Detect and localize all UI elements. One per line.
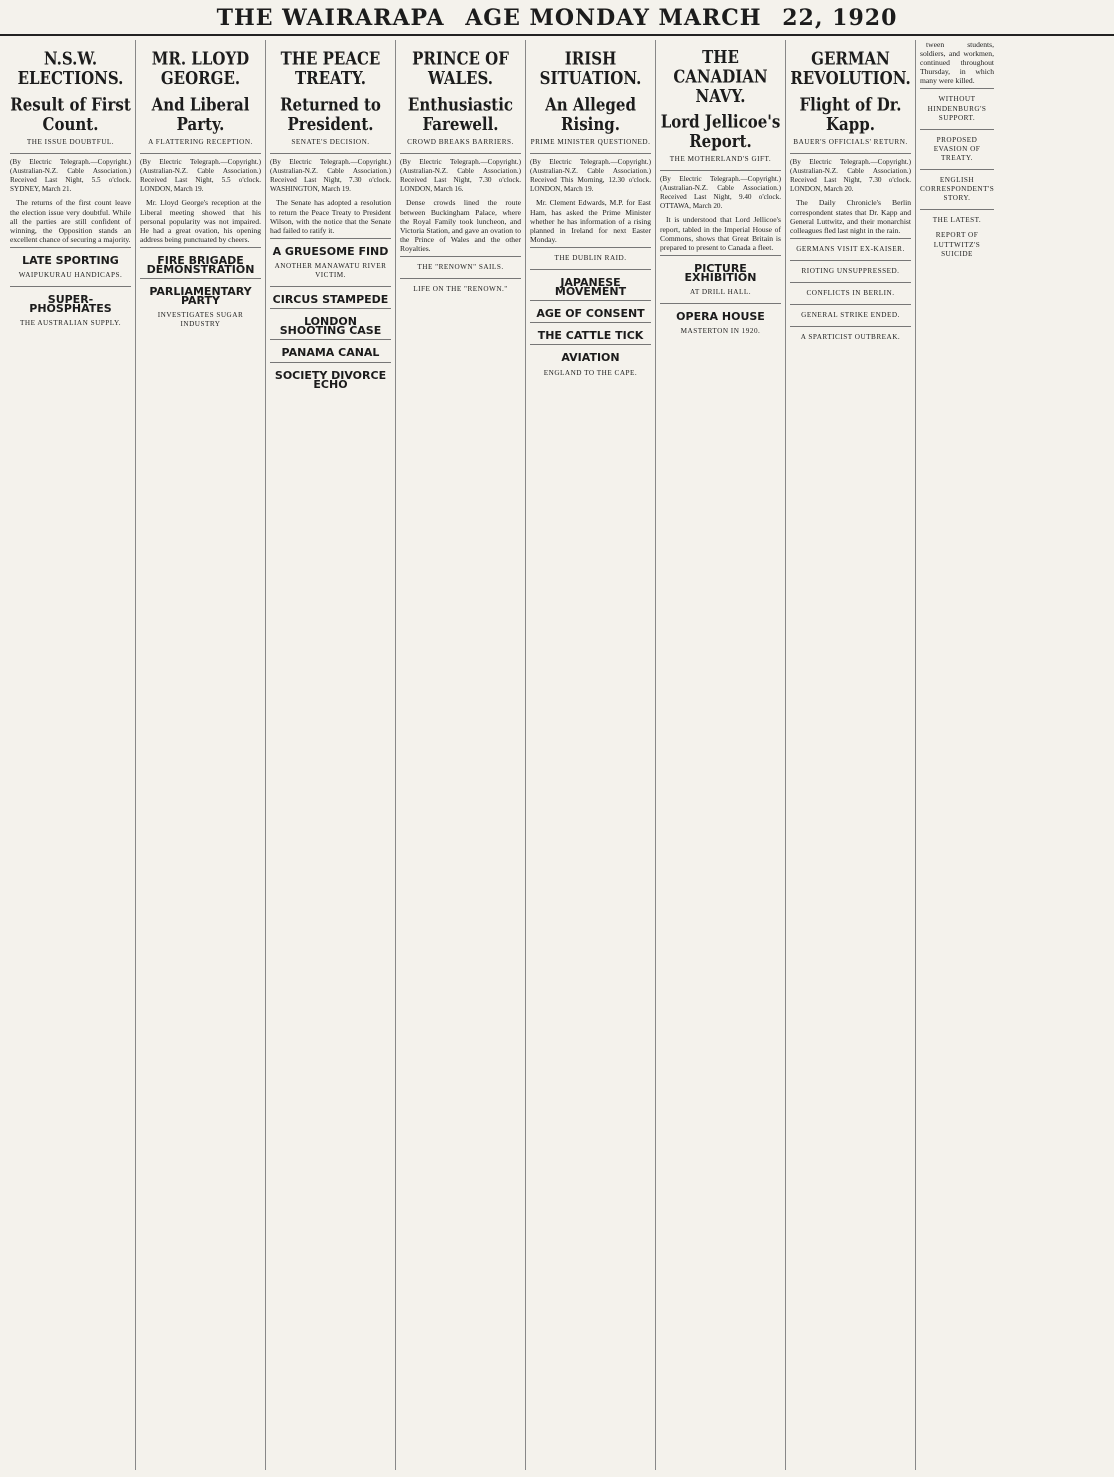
section-sub: ANOTHER MANAWATU RIVER VICTIM.: [274, 261, 387, 280]
section-heading: PARLIAMENTARY PARTY: [149, 285, 252, 308]
column-2: [136, 40, 266, 1470]
section-sub: RIOTING UNSUPPRESSED.: [801, 266, 900, 275]
section-sub: THE MOTHERLAND'S GIFT.: [669, 155, 772, 163]
section-sub: CONFLICTS IN BERLIN.: [806, 289, 895, 298]
section-heading: AVIATION: [561, 351, 620, 365]
subheadline: Returned to President.: [280, 94, 381, 135]
section-sub: WAIPUKURAU HANDICAPS.: [18, 271, 123, 280]
section-sub: CROWD BREAKS BARRIERS.: [407, 138, 514, 146]
section-sub: ENGLISH CORRESPONDENT'S STORY.: [920, 176, 995, 203]
article-body: The Senate has adopted a resolution to return the Peace Treaty to President Wilson, with the notice that the Senate had failed to ratify it.: [270, 198, 391, 235]
section-heading: SOCIETY DIVORCE ECHO: [274, 368, 387, 391]
section-sub: MASTERTON IN 1920.: [680, 327, 761, 336]
article-body: It is understood that Lord Jellicoe's report, tabled in the Imperial House of Commons, shows that Great Britain is prepared to present to Canada a fleet.: [660, 215, 781, 252]
column-3: [266, 40, 396, 1470]
subheadline: Enthusiastic Farewell.: [407, 94, 514, 135]
section-heading: JAPANESE MOVEMENT: [554, 276, 627, 299]
column-8: [916, 40, 998, 1470]
section-heading: SUPER-PHOSPHATES: [29, 293, 112, 316]
article-body: The Daily Chronicle's Berlin correspondent states that Dr. Kapp and General Luttwitz, and their monarchist colleagues fled last night in the rain.: [790, 198, 911, 235]
credit-line: (By Electric Telegraph.—Copyright.) (Australian-N.Z. Cable Association.) Received Last Night, 7.30 o'clock. LONDON, March 20.: [790, 158, 911, 194]
section-heading: CIRCUS STAMPEDE: [272, 293, 389, 307]
section-sub: THE AUSTRALIAN SUPPLY.: [20, 319, 121, 328]
credit-line: (By Electric Telegraph.—Copyright.) (Australian-N.Z. Cable Association.) Received Last Night, 5.5 o'clock. SYDNEY, March 21.: [10, 158, 131, 194]
subheadline: Flight of Dr. Kapp.: [799, 94, 902, 135]
article-body: Mr. Clement Edwards, M.P. for East Ham, has asked the Prime Minister whether he has information of a rising planned in Ireland for next Easter Monday.: [530, 198, 651, 244]
section-sub: ENGLAND TO THE CAPE.: [543, 368, 638, 377]
section-sub: THE "RENOWN" SAILS.: [417, 263, 504, 272]
masthead-left: THE WAIRARAPA: [216, 5, 445, 31]
credit-line: (By Electric Telegraph.—Copyright.) (Australian-N.Z. Cable Association.) Received Last Night, 7.30 o'clock. WASHINGTON, March 19.: [270, 158, 391, 194]
headline: IRISH SITUATION.: [539, 48, 642, 89]
credit-line: (By Electric Telegraph.—Copyright.) (Australian-N.Z. Cable Association.) Received Last Night, 9.40 o'clock. OTTAWA, March 20.: [660, 175, 781, 211]
headline: PRINCE OF WALES.: [412, 48, 509, 89]
headline: N.S.W. ELECTIONS.: [17, 48, 124, 89]
masthead-mid: AGE MONDAY MARCH: [465, 5, 762, 31]
article-body: Mr. Lloyd George's reception at the Liberal meeting showed that his personal popularity was not impaired. He had a great ovation, his opening address being punctuated by cheers.: [140, 198, 261, 244]
subheadline: Result of First Count.: [10, 94, 131, 135]
headline: THE CANADIAN NAVY.: [673, 47, 768, 107]
masthead-title: [0, 0, 1114, 31]
credit-line: (By Electric Telegraph.—Copyright.) (Australian-N.Z. Cable Association.) Received Last Night, 5.5 o'clock. LONDON, March 19.: [140, 158, 261, 194]
masthead-date: 22, 1920: [782, 5, 898, 31]
credit-line: (By Electric Telegraph.—Copyright.) (Australian-N.Z. Cable Association.) Received This Morning, 12.30 o'clock. LONDON, March 19.: [530, 158, 651, 194]
subheadline: Lord Jellicoe's Report.: [660, 111, 781, 152]
section-sub: PRIME MINISTER QUESTIONED.: [530, 138, 651, 146]
column-7: [786, 40, 916, 1470]
section-heading: A GRUESOME FIND: [272, 244, 389, 258]
section-sub: REPORT OF LUTTWITZ'S SUICIDE: [933, 231, 981, 258]
section-sub: THE LATEST.: [932, 216, 982, 225]
section-sub: A FLATTERING RECEPTION.: [148, 138, 253, 146]
section-sub: A SPARTICIST OUTBREAK.: [800, 333, 901, 342]
section-sub: GENERAL STRIKE ENDED.: [801, 311, 900, 320]
column-6: [656, 40, 786, 1470]
headline: MR. LLOYD GEORGE.: [151, 48, 250, 89]
section-sub: PROPOSED EVASION OF TREATY.: [933, 135, 981, 162]
subheadline: An Alleged Rising.: [545, 94, 636, 135]
section-sub: LIFE ON THE "RENOWN.": [413, 285, 508, 294]
newspaper-columns: [6, 40, 1110, 1470]
section-heading: AGE OF CONSENT: [536, 307, 645, 321]
section-sub: GERMANS VISIT EX-KAISER.: [796, 244, 905, 253]
article-body: The returns of the first count leave the election issue very doubtful. While all the parties are still confident of winning, the Opposition stands an excellent chance of securing a majority.: [10, 198, 131, 244]
column-4: [396, 40, 526, 1470]
section-heading: PANAMA CANAL: [281, 346, 380, 360]
section-heading: FIRE BRIGADE DEMONSTRATION: [146, 253, 255, 277]
article-body: Dense crowds lined the route between Buckingham Palace, where the Royal Family took luncheon, and Victoria Station, and gave an ovation to the Prince of Wales and the other Royalties.: [400, 198, 521, 253]
section-heading: LATE SPORTING: [22, 253, 119, 267]
section-sub: SENATE'S DECISION.: [291, 138, 370, 146]
section-heading: LONDON SHOOTING CASE: [279, 315, 382, 338]
headline: THE PEACE TREATY.: [280, 48, 381, 89]
masthead: [0, 0, 1114, 36]
subheadline: And Liberal Party.: [151, 94, 250, 135]
section-heading: OPERA HOUSE: [676, 310, 765, 324]
section-heading: THE CATTLE TICK: [537, 329, 644, 343]
article-body: tween students, soldiers, and workmen, continued throughout Thursday, in which many were killed.: [920, 40, 994, 86]
credit-line: (By Electric Telegraph.—Copyright.) (Australian-N.Z. Cable Association.) Received Last Night, 7.30 o'clock. LONDON, March 16.: [400, 158, 521, 194]
column-5: [526, 40, 656, 1470]
section-heading: PICTURE EXHIBITION: [684, 261, 757, 284]
column-1: [6, 40, 136, 1470]
section-sub: INVESTIGATES SUGAR INDUSTRY: [157, 311, 244, 329]
section-sub: BAUER'S OFFICIALS' RETURN.: [793, 138, 908, 146]
section-sub: THE ISSUE DOUBTFUL.: [26, 138, 115, 146]
section-sub: THE DUBLIN RAID.: [554, 253, 627, 262]
headline: GERMAN REVOLUTION.: [790, 48, 911, 89]
section-sub: WITHOUT HINDENBURG'S SUPPORT.: [927, 95, 987, 122]
section-sub: AT DRILL HALL.: [689, 288, 752, 297]
